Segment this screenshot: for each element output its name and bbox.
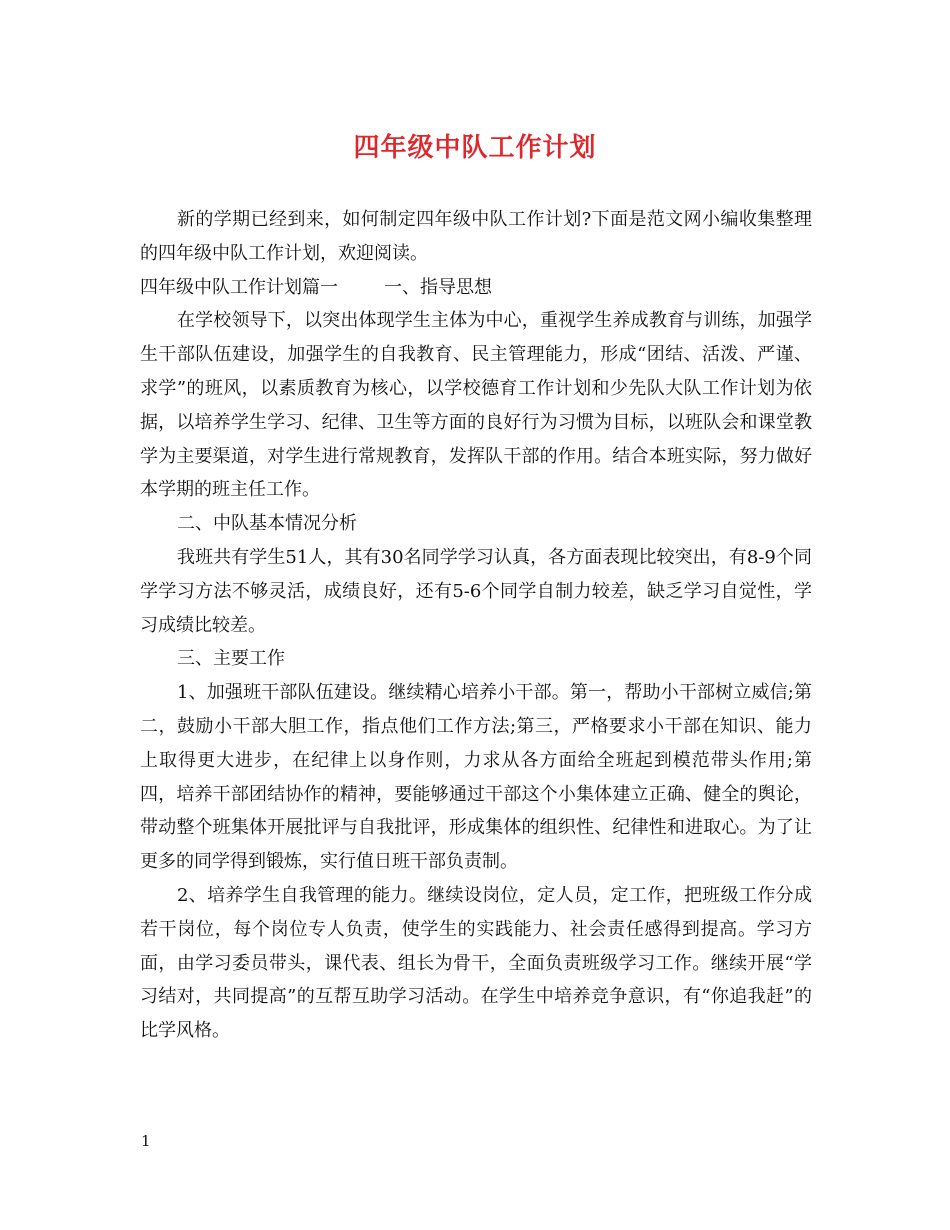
section2-heading: 二、中队基本情况分析 (177, 513, 357, 535)
document-title: 四年级中队工作计划 (353, 133, 597, 163)
part-label: 四年级中队工作计划篇一 (140, 276, 338, 298)
section1-heading: 一、指导思想 (384, 276, 492, 298)
section2-paragraph: 我班共有学生51人，其有30名同学学习认真，各方面表现比较突出，有8-9个同学学习方法不够灵活，成绩良好，还有5-6个同学自制力较差，缺乏学习自觉性，学习成绩比较差。 (140, 546, 812, 636)
part-heading-line (140, 271, 812, 305)
section1-paragraph: 在学校领导下，以突出体现学生主体为中心，重视学生养成教育与训练，加强学生干部队伍建设，加强学生的自我教育、民主管理能力，形成“团结、活泼、严谨、求学”的班风，以素质教育为核心，以学校德育工作计划和少先队大队工作计划为依据，以培养学生学习、纪律、卫生等方面的良好行为习惯为目标，以班队会和课堂教学为主要渠道，对学生进行常规教育，发挥队干部的作用。结合本班实际，努力做好本学期的班主任工作。 (140, 310, 812, 501)
intro-paragraph: 新的学期已经到来，如何制定四年级中队工作计划?下面是范文网小编收集整理的四年级中队工作计划，欢迎阅读。 (140, 209, 812, 264)
section3-heading: 三、主要工作 (177, 648, 285, 670)
page-number: 1 (141, 1132, 151, 1150)
document-body (140, 203, 812, 1048)
item1-paragraph: 1、加强班干部队伍建设。继续精心培养小干部。第一，帮助小干部树立威信;第二，鼓励小干部大胆工作，指点他们工作方法;第三，严格要求小干部在知识、能力上取得更大进步，在纪律上以身作则，力求从各方面给全班起到模范带头作用;第四，培养干部团结协作的精神，要能够通过干部这个小集体建立正确、健全的舆论，带动整个班集体开展批评与自我批评，形成集体的组织性、纪律性和进取心。为了让更多的同学得到锻炼，实行值日班干部负责制。 (140, 682, 812, 873)
item2-paragraph: 2、培养学生自我管理的能力。继续设岗位，定人员，定工作，把班级工作分成若干岗位，每个岗位专人负责，使学生的实践能力、社会责任感得到提高。学习方面，由学习委员带头，课代表、组长为骨干，全面负责班级学习工作。继续开展“学习结对，共同提高”的互帮互助学习活动。在学生中培养竞争意识，有“你追我赶”的比学风格。 (140, 884, 812, 1042)
